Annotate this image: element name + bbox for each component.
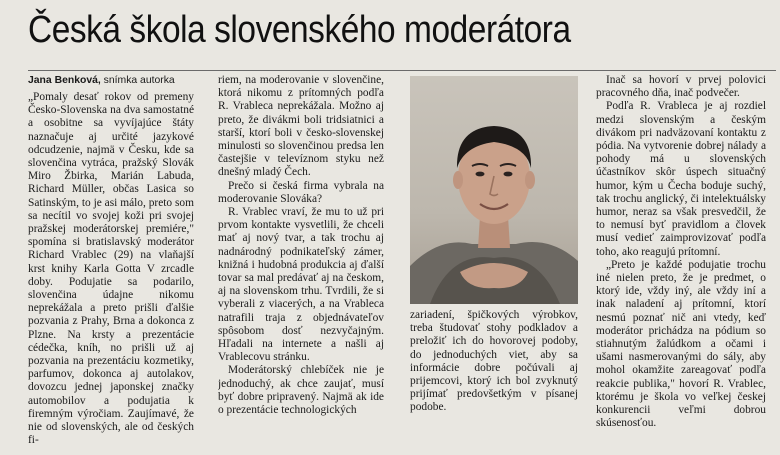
headline-rule <box>28 70 776 71</box>
portrait-illustration <box>410 76 578 304</box>
paragraph: „Pomaly desať rokov od premeny Česko-Slovenska na dva samostatné a osobitne sa vyvíjajúce štáty naznačuje aj určité jazykové odcudzenie, najmä v Česku, kde sa slovenčina vytráca, pražský Slovák Miro Žbirka, Marián Labuda, Richard Müller, občas Lasica so Satinským, to je asi málo, preto som sa necítil vo svojej koži pri svojej pražskej moderátorskej premiére," spomína si bratislavský moderátor Richard Vrablec (29) na vlaňajší krst knihy Karla Gotta V zrcadle doby. Podujatie sa podarilo, slovenčina údajne nikomu neprekážala a preto prišli ďalšie pozvania z Prahy, Brna a dokonca z Plzne. Na krsty a prezentácie cédečka, kníh, no prišli už aj pozvania na prezentáciu kozmetiky, parfumov, dokonca aj autolakov, dovozcu jednej japonskej značky automobilov a podujatia k firemným výročiam. Zaujímavé, že nie od slovenských, ale od českých fi- <box>28 91 194 447</box>
paragraph: „Preto je každé podujatie trochu iné nielen preto, že je predmet, o ktorý ide, vždy iný, ale vždy iní a inak naladení aj prítomní, ktorí nesmú poznať nič ani vtedy, keď moderátor prichádza na pódium so stiahnutým žalúdkom a očami i ušami nasmerovanými do sály, aby mohol okamžite zareagovať podľa reakcie publika," hovorí R. Vrablec, ktorému je škola vo veľkej českej konkurencii veľmi dobrou skúsenosťou. <box>596 258 766 430</box>
article-column-2 <box>218 74 384 455</box>
headline: Česká škola slovenského moderátora <box>28 9 571 51</box>
article-column-1 <box>28 74 194 455</box>
byline <box>28 74 194 87</box>
paragraph: Prečo si česká firma vybrala na moderovanie Slováka? <box>218 179 384 205</box>
paragraph: zariadení, špičkových výrobkov, treba študovať stohy podkladov a preložiť ich do hovorovej podoby, do jednoduchých viet, aby sa informácie dobre počúvali aj prijemcovi, ktorý ich bol zvyknutý prijímať predovšetkým v písanej podobe. <box>410 309 578 414</box>
paragraph: R. Vrablec vraví, že mu to už pri prvom kontakte vysvetlili, že chceli mať aj nový tvar, a tak trochu aj nadnárodný podnikateľský zámer, knižná i hudobná produkcia aj ďalší tovar sa mal predávať aj na českom, aj na slovenskom trhu. Tvrdili, že si vyberali z viacerých, a na Vrableca natrafili traja z objednávateľov spôsobom dosť nezvyčajným. Hľadali na internete a našli aj Vrablecovu stránku. <box>218 206 384 364</box>
byline-author: Jana Benková, <box>28 75 101 86</box>
article-column-3 <box>410 309 578 455</box>
paragraph: riem, na moderovanie v slovenčine, ktorá nikomu z prítomných podľa R. Vrableca neprekážala. Možno aj preto, že divákmi boli tridsiatnici a starší, ktorí boli v česko-slovenskej minulosti so slovenčinou predsa len častejšie v televíznom styku než dnešný mladý Čech. <box>218 74 384 179</box>
paragraph: Podľa R. Vrableca je aj rozdiel medzi slovenským a českým divákom pri nadväzovaní kontaktu z pódia. Na vytvorenie dobrej nálady a pohody má u slovenských účastníkov skôr úspech situačný humor, kým u Čecha boduje suchý, tak trochu anglický, či intelektuálsky humor, neraz sa však presvedčil, že to nemusí byť pravidlom a človek musí vedieť zaimprovizovať podľa toho, ako reagujú prítomní. <box>596 100 766 258</box>
byline-credit: snímka autorka <box>103 75 175 86</box>
paragraph: Moderátorský chlebíček nie je jednoduchý, ak chce zaujať, musí byť dobre pripravený. Najmä ak ide o prezentácie technologických <box>218 364 384 417</box>
article-column-4 <box>596 74 766 455</box>
paragraph: Inač sa hovorí v prvej polovici pracovného dňa, inač podvečer. <box>596 74 766 100</box>
portrait-photo <box>410 76 578 304</box>
